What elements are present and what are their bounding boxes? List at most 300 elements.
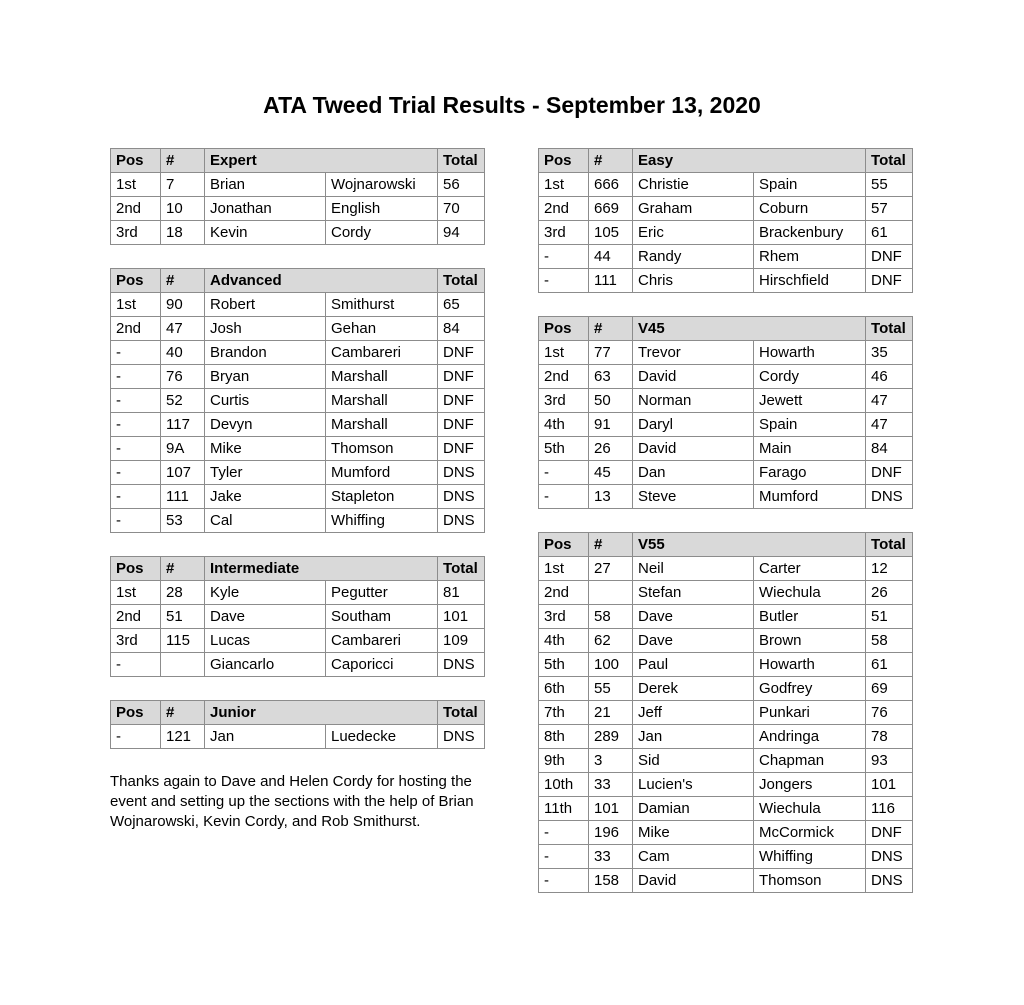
cell-first: Kevin xyxy=(205,221,326,245)
col-header-class: V45 xyxy=(633,317,866,341)
header-row xyxy=(539,317,913,341)
cell-pos: - xyxy=(111,725,161,749)
cell-last: Main xyxy=(754,437,866,461)
cell-pos: 2nd xyxy=(111,605,161,629)
cell-last: Mumford xyxy=(754,485,866,509)
cell-total: 56 xyxy=(438,173,485,197)
table-row xyxy=(111,605,485,629)
cell-num: 45 xyxy=(589,461,633,485)
cell-pos: 9th xyxy=(539,749,589,773)
cell-total: DNF xyxy=(866,461,913,485)
cell-pos: 4th xyxy=(539,413,589,437)
cell-total: 55 xyxy=(866,173,913,197)
cell-pos: - xyxy=(539,269,589,293)
cell-pos: - xyxy=(539,821,589,845)
table-row xyxy=(539,341,913,365)
col-header-number: # xyxy=(589,533,633,557)
cell-total: DNS xyxy=(438,485,485,509)
table-row xyxy=(539,653,913,677)
header-row xyxy=(111,557,485,581)
table-row xyxy=(111,725,485,749)
cell-num: 158 xyxy=(589,869,633,893)
cell-last: Whiffing xyxy=(754,845,866,869)
table-row xyxy=(539,245,913,269)
cell-num: 289 xyxy=(589,725,633,749)
cell-first: Cam xyxy=(633,845,754,869)
cell-last: Stapleton xyxy=(326,485,438,509)
cell-num: 18 xyxy=(161,221,205,245)
cell-total: DNF xyxy=(438,341,485,365)
cell-total: 61 xyxy=(866,221,913,245)
cell-pos: 11th xyxy=(539,797,589,821)
cell-total: 58 xyxy=(866,629,913,653)
cell-last: Southam xyxy=(326,605,438,629)
cell-total: 101 xyxy=(438,605,485,629)
cell-last: Punkari xyxy=(754,701,866,725)
col-header-number: # xyxy=(589,149,633,173)
cell-first: Norman xyxy=(633,389,754,413)
cell-num: 53 xyxy=(161,509,205,533)
cell-num: 10 xyxy=(161,197,205,221)
cell-first: Steve xyxy=(633,485,754,509)
col-header-total: Total xyxy=(866,533,913,557)
table-row xyxy=(111,653,485,677)
cell-pos: - xyxy=(111,413,161,437)
cell-last: Godfrey xyxy=(754,677,866,701)
cell-first: Lucas xyxy=(205,629,326,653)
table-row xyxy=(539,677,913,701)
cell-pos: - xyxy=(539,485,589,509)
table-row xyxy=(539,461,913,485)
table-row xyxy=(539,437,913,461)
cell-total: 47 xyxy=(866,389,913,413)
cell-total: 35 xyxy=(866,341,913,365)
cell-last: Thomson xyxy=(326,437,438,461)
col-header-pos: Pos xyxy=(539,149,589,173)
table-row xyxy=(539,221,913,245)
cell-pos: 2nd xyxy=(539,197,589,221)
cell-first: David xyxy=(633,365,754,389)
table-row xyxy=(111,389,485,413)
cell-num: 58 xyxy=(589,605,633,629)
cell-total: DNF xyxy=(866,245,913,269)
cell-num: 50 xyxy=(589,389,633,413)
cell-total: 76 xyxy=(866,701,913,725)
cell-first: Lucien's xyxy=(633,773,754,797)
cell-first: Randy xyxy=(633,245,754,269)
cell-total: 101 xyxy=(866,773,913,797)
col-header-number: # xyxy=(161,149,205,173)
cell-num: 63 xyxy=(589,365,633,389)
cell-total: 94 xyxy=(438,221,485,245)
cell-num: 9A xyxy=(161,437,205,461)
col-header-total: Total xyxy=(866,317,913,341)
col-header-pos: Pos xyxy=(539,533,589,557)
cell-last: Andringa xyxy=(754,725,866,749)
table-row xyxy=(539,821,913,845)
table-row xyxy=(539,749,913,773)
cell-total: DNF xyxy=(438,389,485,413)
cell-first: Curtis xyxy=(205,389,326,413)
cell-first: Graham xyxy=(633,197,754,221)
table-row xyxy=(111,317,485,341)
cell-pos: 8th xyxy=(539,725,589,749)
cell-first: Giancarlo xyxy=(205,653,326,677)
table-row xyxy=(539,557,913,581)
table-row xyxy=(111,629,485,653)
table-row xyxy=(539,173,913,197)
cell-first: Josh xyxy=(205,317,326,341)
cell-last: Marshall xyxy=(326,365,438,389)
cell-last: Farago xyxy=(754,461,866,485)
cell-num: 115 xyxy=(161,629,205,653)
col-header-class: Easy xyxy=(633,149,866,173)
table-row xyxy=(111,485,485,509)
cell-pos: 5th xyxy=(539,653,589,677)
cell-num: 111 xyxy=(589,269,633,293)
right-tables xyxy=(538,148,912,893)
cell-pos: 1st xyxy=(111,293,161,317)
col-header-total: Total xyxy=(438,701,485,725)
cell-total: DNS xyxy=(866,845,913,869)
table-row xyxy=(111,581,485,605)
cell-last: Cambareri xyxy=(326,629,438,653)
col-header-pos: Pos xyxy=(111,149,161,173)
col-header-pos: Pos xyxy=(111,701,161,725)
cell-first: Paul xyxy=(633,653,754,677)
header-row xyxy=(539,149,913,173)
cell-total: 116 xyxy=(866,797,913,821)
col-header-class: V55 xyxy=(633,533,866,557)
cell-first: Daryl xyxy=(633,413,754,437)
cell-first: Mike xyxy=(205,437,326,461)
cell-num: 666 xyxy=(589,173,633,197)
cell-first: Bryan xyxy=(205,365,326,389)
cell-last: Howarth xyxy=(754,653,866,677)
cell-last: Spain xyxy=(754,173,866,197)
cell-pos: 10th xyxy=(539,773,589,797)
page-title: ATA Tweed Trial Results - September 13, 2020 xyxy=(263,92,761,118)
cell-last: Spain xyxy=(754,413,866,437)
cell-first: Dan xyxy=(633,461,754,485)
cell-total: 57 xyxy=(866,197,913,221)
cell-last: Whiffing xyxy=(326,509,438,533)
table-row xyxy=(539,725,913,749)
cell-pos: 3rd xyxy=(111,221,161,245)
table-row xyxy=(539,269,913,293)
results-table-v55 xyxy=(538,532,913,893)
table-row xyxy=(539,413,913,437)
cell-pos: - xyxy=(539,245,589,269)
cell-num: 121 xyxy=(161,725,205,749)
cell-total: 51 xyxy=(866,605,913,629)
left-column xyxy=(110,148,484,832)
col-header-number: # xyxy=(589,317,633,341)
cell-last: Caporicci xyxy=(326,653,438,677)
cell-num: 91 xyxy=(589,413,633,437)
cell-first: Neil xyxy=(633,557,754,581)
col-header-class: Junior xyxy=(205,701,438,725)
cell-last: Mumford xyxy=(326,461,438,485)
col-header-number: # xyxy=(161,269,205,293)
cell-pos: 2nd xyxy=(111,197,161,221)
cell-last: Howarth xyxy=(754,341,866,365)
cell-num: 47 xyxy=(161,317,205,341)
col-header-pos: Pos xyxy=(539,317,589,341)
header-row xyxy=(111,269,485,293)
cell-last: Cambareri xyxy=(326,341,438,365)
cell-last: Hirschfield xyxy=(754,269,866,293)
cell-num xyxy=(589,581,633,605)
cell-total: DNF xyxy=(438,365,485,389)
table-row xyxy=(539,197,913,221)
cell-num: 26 xyxy=(589,437,633,461)
cell-last: Smithurst xyxy=(326,293,438,317)
cell-pos: - xyxy=(111,653,161,677)
cell-num: 28 xyxy=(161,581,205,605)
cell-first: Eric xyxy=(633,221,754,245)
cell-total: 84 xyxy=(866,437,913,461)
cell-first: Jan xyxy=(633,725,754,749)
cell-last: Brown xyxy=(754,629,866,653)
table-row xyxy=(111,221,485,245)
cell-last: Chapman xyxy=(754,749,866,773)
cell-first: Christie xyxy=(633,173,754,197)
cell-num: 62 xyxy=(589,629,633,653)
cell-last: Cordy xyxy=(754,365,866,389)
cell-total: DNS xyxy=(438,509,485,533)
cell-last: Gehan xyxy=(326,317,438,341)
header-row xyxy=(111,701,485,725)
header-row xyxy=(111,149,485,173)
cell-first: Jan xyxy=(205,725,326,749)
cell-pos: - xyxy=(111,461,161,485)
cell-pos: 1st xyxy=(539,173,589,197)
cell-num: 669 xyxy=(589,197,633,221)
cell-total: 65 xyxy=(438,293,485,317)
cell-pos: 1st xyxy=(111,173,161,197)
cell-first: Jake xyxy=(205,485,326,509)
cell-total: DNF xyxy=(866,269,913,293)
cell-num: 51 xyxy=(161,605,205,629)
cell-total: 61 xyxy=(866,653,913,677)
cell-last: Brackenbury xyxy=(754,221,866,245)
table-row xyxy=(111,509,485,533)
cell-pos: 2nd xyxy=(539,365,589,389)
cell-first: Dave xyxy=(633,605,754,629)
cell-first: David xyxy=(633,869,754,893)
cell-first: Chris xyxy=(633,269,754,293)
right-column xyxy=(538,148,912,916)
footer-note: Thanks again to Dave and Helen Cordy for hosting the event and setting up the sections with the help of Brian Wojnarowski, Kevin Cordy, and Rob Smithurst. xyxy=(110,773,474,830)
table-row xyxy=(539,869,913,893)
cell-pos: 2nd xyxy=(111,317,161,341)
cell-pos: - xyxy=(539,845,589,869)
cell-last: Marshall xyxy=(326,389,438,413)
cell-total: DNS xyxy=(866,485,913,509)
cell-first: Devyn xyxy=(205,413,326,437)
table-row xyxy=(539,629,913,653)
cell-first: David xyxy=(633,437,754,461)
cell-num: 196 xyxy=(589,821,633,845)
cell-pos: 4th xyxy=(539,629,589,653)
cell-num: 33 xyxy=(589,773,633,797)
results-table-intermediate xyxy=(110,556,485,677)
table-row xyxy=(539,581,913,605)
header-row xyxy=(539,533,913,557)
cell-total: 93 xyxy=(866,749,913,773)
table-row xyxy=(111,413,485,437)
col-header-pos: Pos xyxy=(111,269,161,293)
cell-total: 78 xyxy=(866,725,913,749)
table-row xyxy=(111,365,485,389)
cell-num: 3 xyxy=(589,749,633,773)
table-row xyxy=(111,341,485,365)
cell-first: Tyler xyxy=(205,461,326,485)
cell-last: English xyxy=(326,197,438,221)
cell-num: 55 xyxy=(589,677,633,701)
cell-total: DNS xyxy=(438,725,485,749)
cell-first: Derek xyxy=(633,677,754,701)
cell-total: DNF xyxy=(438,413,485,437)
table-row xyxy=(539,773,913,797)
cell-pos: 2nd xyxy=(539,581,589,605)
cell-first: Brandon xyxy=(205,341,326,365)
cell-first: Dave xyxy=(205,605,326,629)
cell-last: Thomson xyxy=(754,869,866,893)
cell-last: Wiechula xyxy=(754,797,866,821)
col-header-class: Expert xyxy=(205,149,438,173)
left-tables xyxy=(110,148,484,749)
cell-pos: 7th xyxy=(539,701,589,725)
results-table-advanced xyxy=(110,268,485,533)
table-row xyxy=(539,365,913,389)
col-header-class: Intermediate xyxy=(205,557,438,581)
cell-total: 47 xyxy=(866,413,913,437)
cell-pos: 3rd xyxy=(111,629,161,653)
cell-total: DNS xyxy=(866,869,913,893)
cell-total: DNS xyxy=(438,653,485,677)
cell-total: 84 xyxy=(438,317,485,341)
table-row xyxy=(539,605,913,629)
cell-total: 70 xyxy=(438,197,485,221)
cell-num: 101 xyxy=(589,797,633,821)
table-row xyxy=(111,461,485,485)
cell-num: 77 xyxy=(589,341,633,365)
cell-num: 76 xyxy=(161,365,205,389)
table-row xyxy=(539,797,913,821)
cell-pos: 3rd xyxy=(539,389,589,413)
table-row xyxy=(111,173,485,197)
cell-last: Cordy xyxy=(326,221,438,245)
cell-first: Trevor xyxy=(633,341,754,365)
cell-pos: - xyxy=(539,461,589,485)
cell-last: Wiechula xyxy=(754,581,866,605)
cell-num: 44 xyxy=(589,245,633,269)
cell-last: Butler xyxy=(754,605,866,629)
cell-total: 12 xyxy=(866,557,913,581)
cell-total: DNS xyxy=(438,461,485,485)
cell-num: 111 xyxy=(161,485,205,509)
table-row xyxy=(539,389,913,413)
results-table-junior xyxy=(110,700,485,749)
table-row xyxy=(539,701,913,725)
cell-pos: - xyxy=(111,341,161,365)
col-header-pos: Pos xyxy=(111,557,161,581)
cell-total: 46 xyxy=(866,365,913,389)
cell-last: Wojnarowski xyxy=(326,173,438,197)
cell-last: Jongers xyxy=(754,773,866,797)
cell-num: 105 xyxy=(589,221,633,245)
cell-first: Brian xyxy=(205,173,326,197)
cell-total: 109 xyxy=(438,629,485,653)
cell-first: Jonathan xyxy=(205,197,326,221)
cell-first: Kyle xyxy=(205,581,326,605)
cell-first: Cal xyxy=(205,509,326,533)
results-table-easy xyxy=(538,148,913,293)
col-header-total: Total xyxy=(438,269,485,293)
cell-last: Marshall xyxy=(326,413,438,437)
cell-num: 33 xyxy=(589,845,633,869)
table-row xyxy=(539,845,913,869)
cell-total: 26 xyxy=(866,581,913,605)
cell-pos: - xyxy=(539,869,589,893)
cell-num: 7 xyxy=(161,173,205,197)
cell-num: 21 xyxy=(589,701,633,725)
cell-first: Stefan xyxy=(633,581,754,605)
cell-last: Jewett xyxy=(754,389,866,413)
cell-num: 117 xyxy=(161,413,205,437)
cell-num: 107 xyxy=(161,461,205,485)
cell-last: Rhem xyxy=(754,245,866,269)
cell-first: Robert xyxy=(205,293,326,317)
cell-num: 40 xyxy=(161,341,205,365)
results-table-v45 xyxy=(538,316,913,509)
cell-pos: 1st xyxy=(111,581,161,605)
cell-first: Mike xyxy=(633,821,754,845)
cell-pos: 1st xyxy=(539,557,589,581)
cell-num: 100 xyxy=(589,653,633,677)
col-header-total: Total xyxy=(866,149,913,173)
cell-num: 52 xyxy=(161,389,205,413)
cell-num: 13 xyxy=(589,485,633,509)
cell-last: McCormick xyxy=(754,821,866,845)
table-row xyxy=(539,485,913,509)
cell-first: Sid xyxy=(633,749,754,773)
table-row xyxy=(111,293,485,317)
cell-pos: - xyxy=(111,437,161,461)
cell-total: 81 xyxy=(438,581,485,605)
cell-first: Jeff xyxy=(633,701,754,725)
cell-pos: 5th xyxy=(539,437,589,461)
cell-first: Damian xyxy=(633,797,754,821)
cell-pos: 3rd xyxy=(539,605,589,629)
col-header-class: Advanced xyxy=(205,269,438,293)
cell-last: Coburn xyxy=(754,197,866,221)
cell-first: Dave xyxy=(633,629,754,653)
cell-pos: - xyxy=(111,365,161,389)
cell-pos: 6th xyxy=(539,677,589,701)
table-row xyxy=(111,437,485,461)
cell-pos: - xyxy=(111,389,161,413)
cell-last: Carter xyxy=(754,557,866,581)
cell-total: DNF xyxy=(866,821,913,845)
cell-num: 90 xyxy=(161,293,205,317)
table-columns xyxy=(110,148,912,916)
cell-pos: 1st xyxy=(539,341,589,365)
cell-pos: - xyxy=(111,485,161,509)
cell-total: 69 xyxy=(866,677,913,701)
